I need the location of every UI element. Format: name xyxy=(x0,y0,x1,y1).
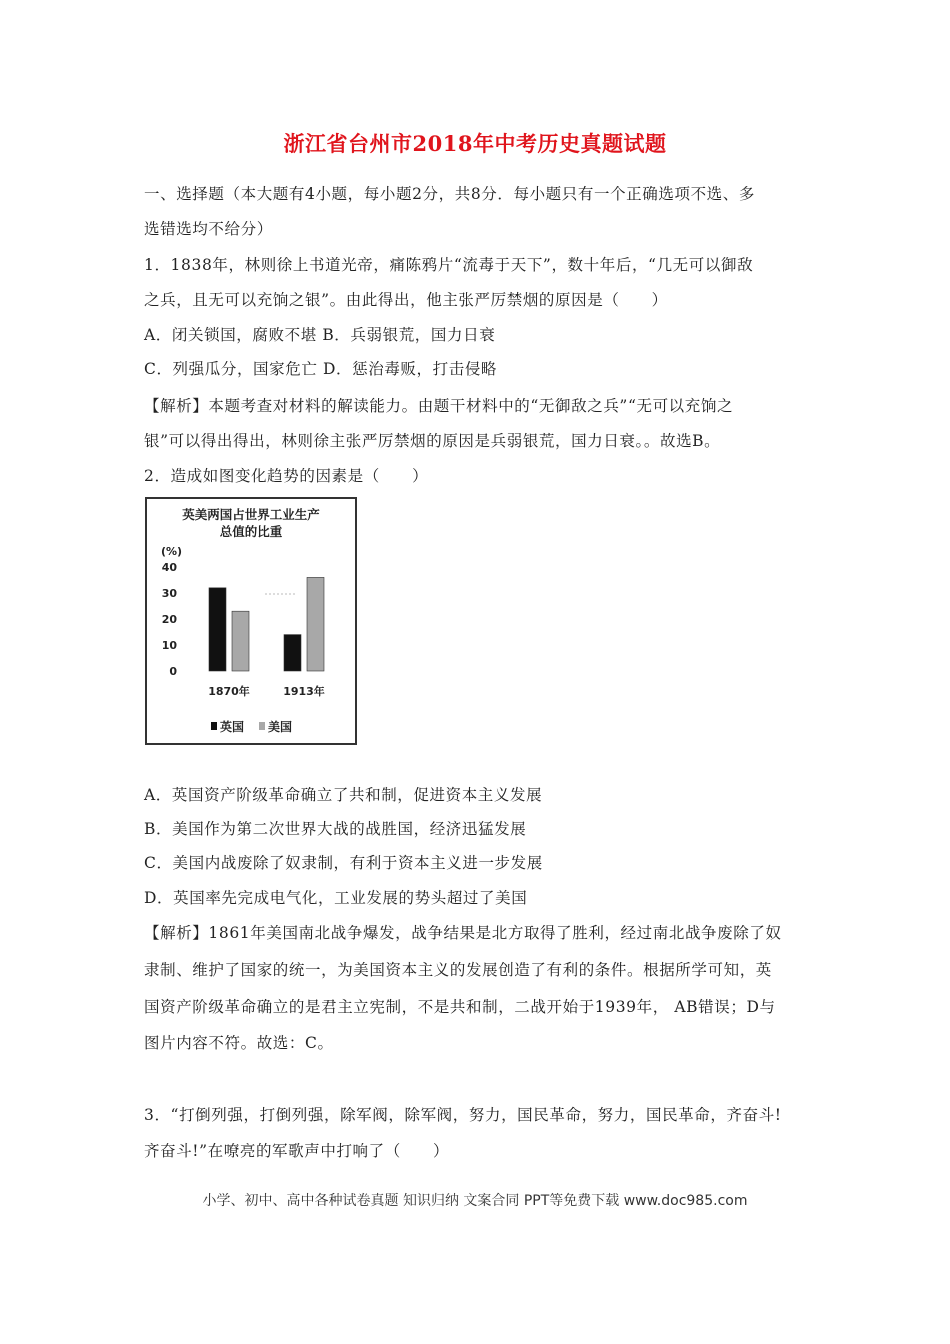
question2-option-d: D．英国率先完成电气化，工业发展的势头超过了美国 xyxy=(144,889,528,907)
legend-swatch xyxy=(211,722,217,730)
legend-label: 英国 xyxy=(220,720,245,734)
chart-y-unit: (%) xyxy=(161,545,183,558)
y-tick-label: 10 xyxy=(161,639,177,652)
question2-analysis-line2: 隶制、维护了国家的统一，为美国资本主义的发展创造了有利的条件。根据所学可知，英 xyxy=(144,961,772,979)
y-tick-label: 20 xyxy=(161,613,177,626)
chart-figure xyxy=(145,497,357,745)
question1-options-ab: A．闭关锁国，腐败不堪 B．兵弱银荒，国力日衰 xyxy=(144,326,496,344)
question1-analysis-line2: 银”可以得出得出，林则徐主张严厉禁烟的原因是兵弱银荒，国力日衰。。故选B。 xyxy=(144,432,721,450)
legend-label: 美国 xyxy=(268,720,293,734)
x-category-label: 1870年 xyxy=(208,685,250,698)
bar-us-0 xyxy=(232,611,249,671)
bar-uk-0 xyxy=(209,588,226,671)
chart-title-line2: 总值的比重 xyxy=(219,524,283,539)
question1-line1: 1．1838年，林则徐上书道光帝，痛陈鸦片“流毒于天下”，数十年后，“几无可以御敌 xyxy=(144,256,754,274)
y-tick-label: 30 xyxy=(161,587,177,600)
question1-analysis-line1: 【解析】本题考查对材料的解读能力。由题干材料中的“无御敌之兵”“无可以充饷之 xyxy=(144,397,734,415)
section-heading-line1: 一、选择题（本大题有4小题，每小题2分，共8分．每小题只有一个正确选项不选、多 xyxy=(144,185,755,203)
question1-line2: 之兵，且无可以充饷之银”。由此得出，他主张严厉禁烟的原因是（ ） xyxy=(144,291,668,309)
question2-analysis-line4: 图片内容不符。故选：C。 xyxy=(144,1034,334,1052)
question2-option-a: A．英国资产阶级革命确立了共和制，促进资本主义发展 xyxy=(144,786,543,804)
question2-analysis-line1: 【解析】1861年美国南北战争爆发，战争结果是北方取得了胜利，经过南北战争废除了奴 xyxy=(144,924,782,942)
question3-line1: 3．“打倒列强，打倒列强，除军阀，除军阀，努力，国民革命，努力，国民革命，齐奋斗! xyxy=(144,1106,782,1124)
bar-us-1 xyxy=(307,577,324,671)
question2-stem: 2．造成如图变化趋势的因素是（ ） xyxy=(144,467,429,485)
question1-options-cd: C．列强瓜分，国家危亡 D．惩治毒贩，打击侵略 xyxy=(144,360,498,378)
question2-option-c: C．美国内战废除了奴隶制，有利于资本主义进一步发展 xyxy=(144,854,543,872)
page-footer: 小学、初中、高中各种试卷真题 知识归纳 文案合同 PPT等免费下载 www.doc985.com xyxy=(202,1193,748,1209)
x-category-label: 1913年 xyxy=(283,685,325,698)
question2-analysis-line3: 国资产阶级革命确立的是君主立宪制，不是共和制，二战开始于1939年， AB错误；D与 xyxy=(144,998,776,1016)
section-heading-line2: 选错选均不给分） xyxy=(144,220,273,238)
question2-option-b: B．美国作为第二次世界大战的战胜国，经济迅猛发展 xyxy=(144,820,527,838)
question3-line2: 齐奋斗!”在嘹亮的军歌声中打响了（ ） xyxy=(144,1142,450,1160)
y-tick-label: 0 xyxy=(169,665,177,678)
chart-title-line1: 英美两国占世界工业生产 xyxy=(182,507,320,522)
document-title: 浙江省台州市2018年中考历史真题试题 xyxy=(283,131,667,156)
legend-swatch xyxy=(259,722,265,730)
bar-chart xyxy=(147,499,355,743)
y-tick-label: 40 xyxy=(161,561,177,574)
bar-uk-1 xyxy=(284,635,301,671)
